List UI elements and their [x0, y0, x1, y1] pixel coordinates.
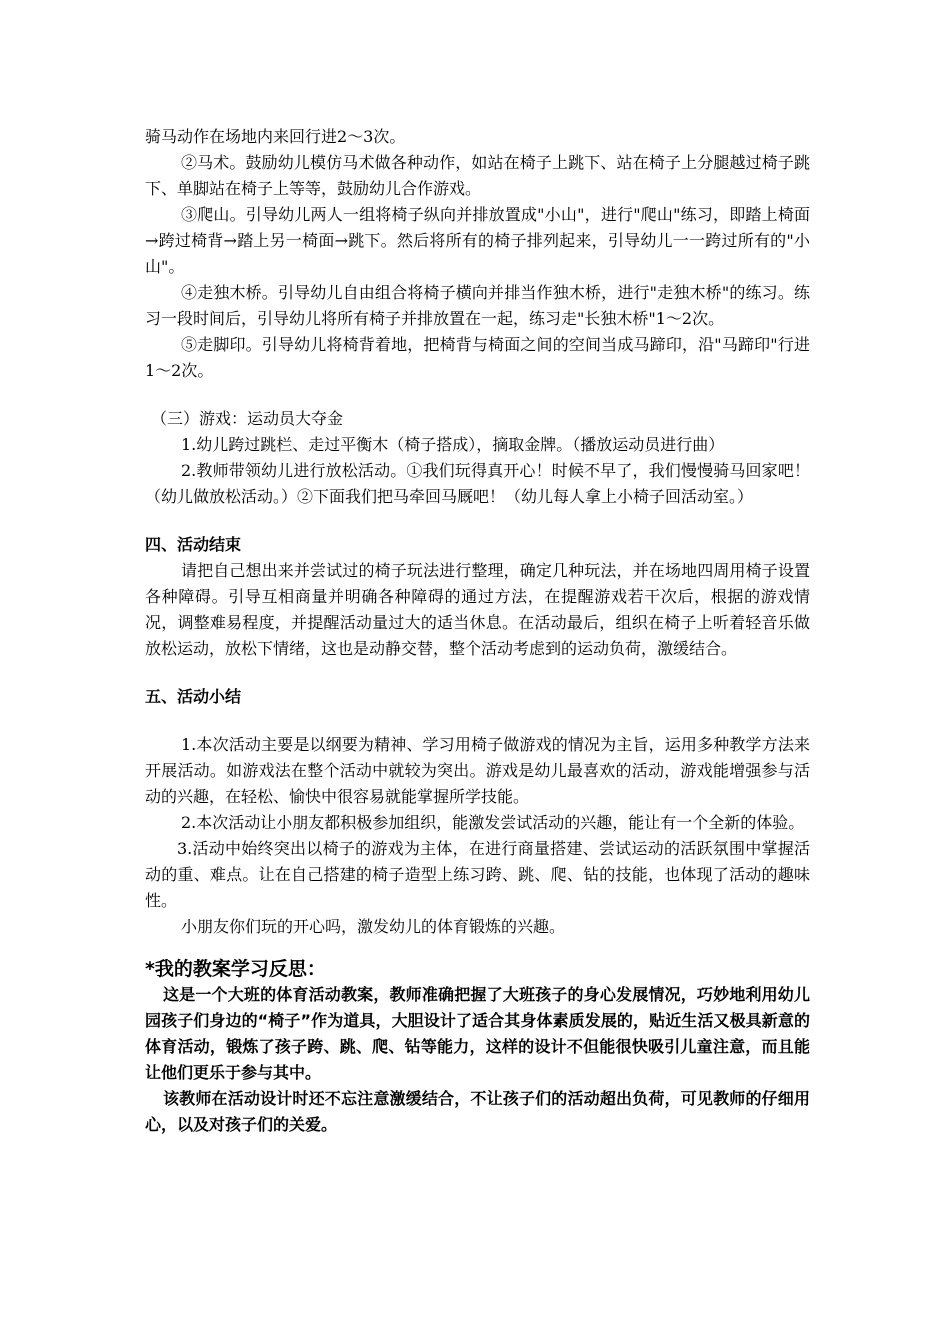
paragraph-summary-2: 2.本次活动让小朋友都积极参加组织，能激发尝试活动的兴趣，能让有一个全新的体验。 [181, 813, 805, 832]
paragraph-end: 请把自己想出来并尝试过的椅子玩法进行整理，确定几种玩法，并在场地四周用椅子设置各种障碍。引导互相商量并明确各种障碍的通过方法，在提醒游戏若干次后，根据的游戏情况，调整难易程度，并提醒活动量过大的适当休息。在活动最后，组织在椅子上听着轻音乐做放松运动，放松下情绪，这也是动静交替，整个活动考虑到的运动负荷，激缓结合。 [145, 561, 810, 658]
spacer [145, 510, 810, 532]
reflection-heading: *我的教案学习反思： [145, 958, 326, 980]
paragraph-climbing: ③爬山。引导幼儿两人一组将椅子纵向并排放置成"小山"，进行"爬山"练习，即踏上椅面→跨过椅背→踏上另一椅面→跳下。然后将所有的椅子排列起来，引导幼儿一一跨过所有的"小山"。 [145, 205, 810, 276]
spacer [145, 662, 810, 684]
spacer [145, 710, 810, 732]
paragraph-horsemanship: ②马术。鼓励幼儿模仿马术做各种动作，如站在椅子上跳下、站在椅子上分腿越过椅子跳下、单脚站在椅子上等等，鼓励幼儿合作游戏。 [145, 153, 810, 198]
game-heading: （三）游戏：运动员大夺金 [151, 409, 344, 428]
spacer [145, 384, 810, 406]
paragraph-game-2: 2.教师带领幼儿进行放松活动。①我们玩得真开心！时候不早了，我们慢慢骑马回家吧！（幼儿做放松活动。）②下面我们把马牵回马厩吧！（幼儿每人拿上小椅子回活动室。） [145, 461, 810, 506]
section-heading-end: 四、活动结束 [145, 535, 242, 554]
paragraph-footprints: ⑤走脚印。引导幼儿将椅背着地，把椅背与椅面之间的空间当成马蹄印，沿"马蹄印"行进1～2次。 [145, 335, 810, 380]
document-body [145, 124, 810, 1138]
paragraph-summary-4: 小朋友你们玩的开心吗，激发幼儿的体育锻炼的兴趣。 [181, 917, 566, 936]
spacer [145, 940, 810, 952]
paragraph-reflection-1: 这是一个大班的体育活动教案，教师准确把握了大班孩子的身心发展情况，巧妙地利用幼儿园孩子们身边的“椅子”作为道具，大胆设计了适合其身体素质发展的，贴近生活又极具新意的体育活动，锻炼了孩子跨、跳、爬、钻等能力，这样的设计不但能很快吸引儿童注意，而且能让他们更乐于参与其中。 [145, 985, 810, 1082]
paragraph-summary-1: 1.本次活动主要是以纲要为精神、学习用椅子做游戏的情况为主旨，运用多种教学方法来开展活动。如游戏法在整个活动中就较为突出。游戏是幼儿最喜欢的活动，游戏能增强参与活动的兴趣，在轻松、愉快中很容易就能掌握所学技能。 [145, 735, 810, 806]
paragraph-reflection-2: 该教师在活动设计时还不忘注意激缓结合，不让孩子们的活动超出负荷，可见教师的仔细用心，以及对孩子们的关爱。 [145, 1089, 810, 1134]
section-heading-summary: 五、活动小结 [145, 687, 242, 706]
paragraph-balance-beam: ④走独木桥。引导幼儿自由组合将椅子横向并排当作独木桥，进行"走独木桥"的练习。练习一段时间后，引导幼儿将所有椅子并排放置在一起，练习走"长独木桥"1～2次。 [145, 283, 810, 328]
paragraph-game-1: 1.幼儿跨过跳栏、走过平衡木（椅子搭成），摘取金牌。（播放运动员进行曲） [181, 435, 725, 454]
paragraph-riding-continued: 骑马动作在场地内来回行进2～3次。 [145, 127, 406, 146]
paragraph-summary-3: 3.活动中始终突出以椅子的游戏为主体，在进行商量搭建、尝试运动的活跃氛围中掌握活动的重、难点。让在自己搭建的椅子造型上练习跨、跳、爬、钻的技能，也体现了活动的趣味性。 [145, 839, 810, 910]
